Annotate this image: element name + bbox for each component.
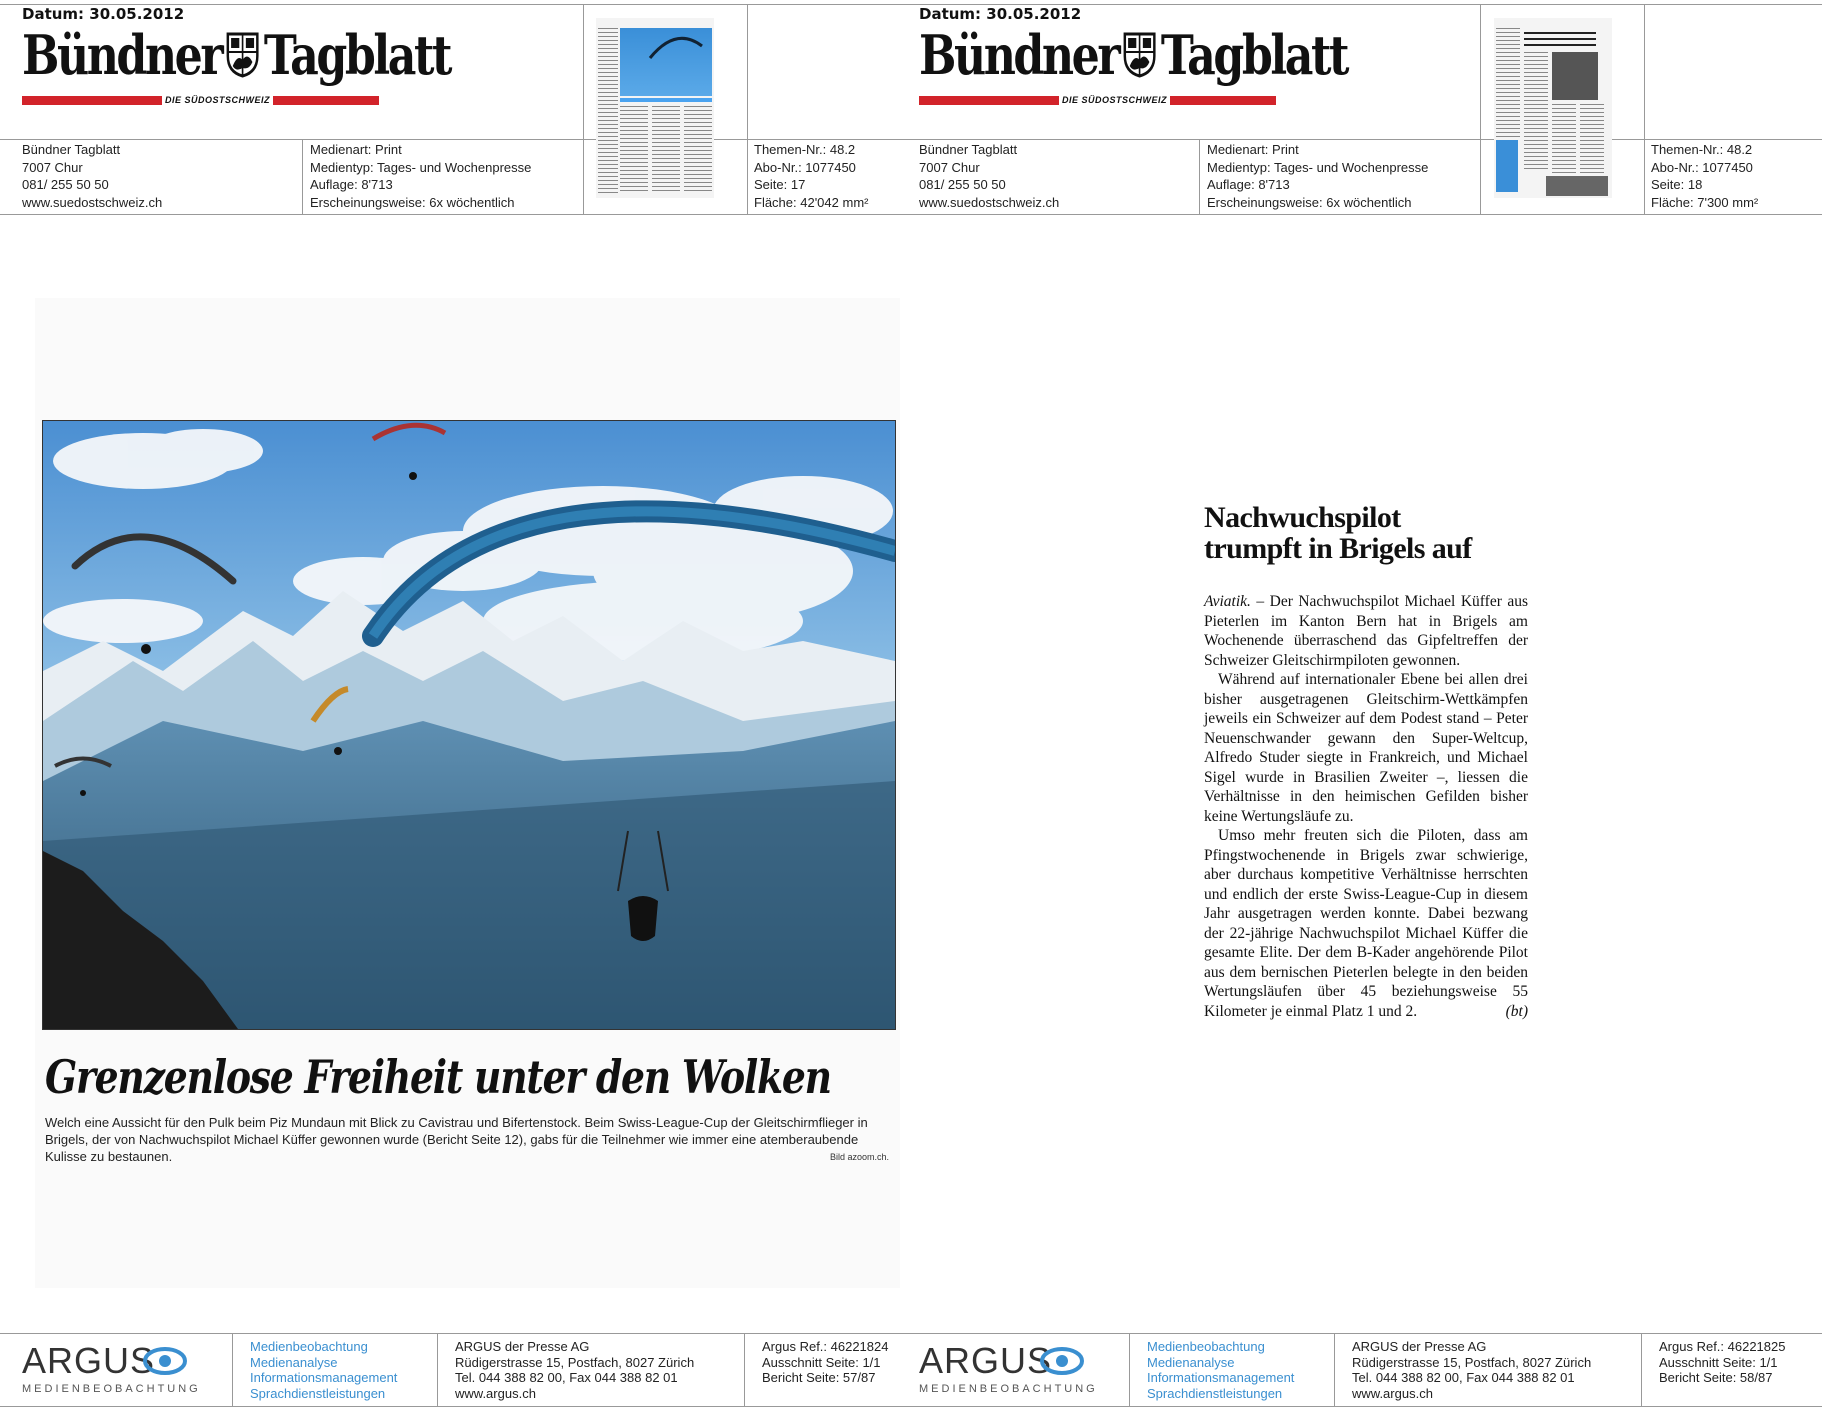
service-item: Medienanalyse <box>250 1354 338 1370</box>
topic-number: Themen-Nr.: 48.2 <box>1651 142 1753 157</box>
publisher-city: 7007 Chur <box>22 159 83 175</box>
media-type: Medienart: Print <box>310 142 402 157</box>
page-thumbnail[interactable] <box>596 18 714 198</box>
argus-ref: Argus Ref.: 46221825 <box>1659 1339 1786 1354</box>
footer-divider <box>1334 1333 1335 1406</box>
argus-address <box>1352 1339 1591 1401</box>
argus-address <box>455 1339 694 1401</box>
footer-top-rule <box>0 1333 1822 1334</box>
paragliding-photo[interactable] <box>42 420 896 1030</box>
argus-logo-text: ARGUS <box>22 1340 156 1381</box>
argus-services <box>250 1339 397 1401</box>
footer-divider <box>1641 1333 1642 1406</box>
article-kicker: Aviatik. <box>1204 593 1251 610</box>
article-paragraph <box>1204 826 1528 1021</box>
argus-logo-text: ARGUS <box>919 1340 1053 1381</box>
report-page: Bericht Seite: 57/87 <box>762 1370 876 1385</box>
publisher-info <box>22 141 162 211</box>
page-number: Seite: 17 <box>754 177 806 192</box>
publisher-phone: 081/ 255 50 50 <box>22 177 109 192</box>
subscription-number: Abo-Nr.: 1077450 <box>754 159 856 175</box>
header-divider <box>1199 139 1200 214</box>
clip-page: Ausschnitt Seite: 1/1 <box>1659 1354 1778 1370</box>
media-kind: Medientyp: Tages- und Wochenpresse <box>310 159 532 175</box>
service-item: Medienbeobachtung <box>250 1339 368 1354</box>
author-signature: (bt) <box>1505 1002 1528 1020</box>
service-item: Sprachdienstleistungen <box>1147 1385 1283 1401</box>
media-info <box>1207 141 1428 211</box>
company-name: ARGUS der Presse AG <box>1352 1339 1487 1354</box>
masthead-logo <box>919 23 1347 87</box>
media-circulation: Auflage: 8'713 <box>1207 177 1290 192</box>
masthead-right: Tagblatt <box>1160 23 1347 87</box>
footer-divider <box>1129 1333 1130 1406</box>
header-divider <box>302 139 303 214</box>
masthead-logo <box>22 23 450 87</box>
media-kind: Medientyp: Tages- und Wochenpresse <box>1207 159 1429 175</box>
clip-page: Ausschnitt Seite: 1/1 <box>762 1354 881 1370</box>
article-paragraph: Während auf internationaler Ebene bei allen drei bisher ausgetragenen Gleitschirm-Wettkämpfen jeweils ein Schweizer auf dem Podest stand – Peter Neuenschwander gewann den Super-Weltcup, Alfredo Studer siegte in Frankreich, und Michael Sigel wurde in Brasilien Zweiter –, liessen die Verhältnisse in den heimischen Gefilden bisher keine Wertungsläufe zu. <box>1204 671 1528 825</box>
footer-divider <box>437 1333 438 1406</box>
header-bottom-rule <box>0 214 1822 215</box>
argus-services <box>1147 1339 1294 1401</box>
footer-bottom-rule <box>0 1406 1822 1407</box>
footer-divider <box>232 1333 233 1406</box>
media-frequency: Erscheinungsweise: 6x wöchentlich <box>1207 194 1412 210</box>
article-paragraph <box>1204 592 1528 670</box>
argus-eye-icon <box>143 1346 187 1376</box>
paragliding-photo-image <box>43 421 895 1029</box>
article-title-line-1: Nachwuchspilot <box>1204 501 1401 534</box>
header-top-rule <box>0 4 1822 5</box>
article-paragraph-3-text: Umso mehr freuten sich die Piloten, dass am Pfingstwochenende in Brigels zwar schwierige, aber durchaus kompetitive Verhältnisse herrschten und endlich der erste Swiss-League-Cup in diesem Jahr ausgetragen werden konnte. Dabei bezwang der 22-jährige Nachwuchspilot Michael Küffer die gesamte Elite. Der dem B-Kader angehörende Pilot aus dem bernischen Pieterlen belegte in den beiden Wertungsläufen über 45 beziehungsweise 55 Kilometer je einmal Platz 1 und 2. <box>1204 827 1528 1020</box>
photo-headline: Grenzenlose Freiheit unter den Wolken <box>45 1050 831 1104</box>
header-divider <box>747 4 748 214</box>
masthead-left: Bündner <box>919 23 1119 87</box>
area: Fläche: 42'042 mm² <box>754 194 869 210</box>
page-number: Seite: 18 <box>1651 177 1703 192</box>
argus-logo[interactable] <box>22 1340 155 1382</box>
argus-refs <box>1659 1339 1785 1386</box>
page-thumbnail[interactable] <box>1494 18 1612 198</box>
argus-logo-sub: MEDIENBEOBACHTUNG <box>919 1383 1098 1395</box>
service-item: Informationsmanagement <box>250 1370 398 1385</box>
publisher-phone: 081/ 255 50 50 <box>919 177 1006 192</box>
service-item: Sprachdienstleistungen <box>250 1385 386 1401</box>
masthead-right: Tagblatt <box>263 23 450 87</box>
argus-logo[interactable] <box>919 1340 1052 1382</box>
article-title-line-2: trumpft in Brigels auf <box>1204 532 1472 565</box>
header-divider <box>583 4 584 214</box>
company-phone: Tel. 044 388 82 00, Fax 044 388 82 01 <box>1352 1370 1575 1385</box>
crest-icon <box>1123 32 1156 78</box>
photo-caption: Welch eine Aussicht für den Pulk beim Piz Mundaun mit Blick zu Cavistrau und Bifertenstock. Beim Swiss-League-Cup der Gleitschirmflieger in Brigels, der von Nachwuchspilot Michael Küffer gewonnen wurde (Bericht Seite 12), gabs für die Teilnehmer wie immer eine atemberaubende Kulisse zu bestaunen. <box>45 1115 868 1164</box>
company-url: www.argus.ch <box>455 1385 536 1401</box>
datum: Datum: 30.05.2012 <box>22 5 185 23</box>
reference-info <box>1651 141 1758 211</box>
article-title <box>1204 502 1472 564</box>
subscription-number: Abo-Nr.: 1077450 <box>1651 159 1753 175</box>
company-street: Rüdigerstrasse 15, Postfach, 8027 Zürich <box>1352 1354 1592 1370</box>
topic-number: Themen-Nr.: 48.2 <box>754 142 856 157</box>
service-item: Medienanalyse <box>1147 1354 1235 1370</box>
header-divider <box>1644 4 1645 214</box>
report-page: Bericht Seite: 58/87 <box>1659 1370 1773 1385</box>
media-frequency: Erscheinungsweise: 6x wöchentlich <box>310 194 515 210</box>
reference-info <box>754 141 868 211</box>
company-phone: Tel. 044 388 82 00, Fax 044 388 82 01 <box>455 1370 678 1385</box>
publisher-url: www.suedostschweiz.ch <box>22 194 163 210</box>
publisher-url: www.suedostschweiz.ch <box>919 194 1060 210</box>
service-item: Informationsmanagement <box>1147 1370 1295 1385</box>
publisher-info <box>919 141 1059 211</box>
company-name: ARGUS der Presse AG <box>455 1339 590 1354</box>
publisher-city: 7007 Chur <box>919 159 980 175</box>
company-url: www.argus.ch <box>1352 1385 1433 1401</box>
argus-ref: Argus Ref.: 46221824 <box>762 1339 889 1354</box>
publisher-name: Bündner Tagblatt <box>919 142 1018 157</box>
photo-credit: Bild azoom.ch. <box>830 1152 890 1162</box>
area: Fläche: 7'300 mm² <box>1651 194 1759 210</box>
publisher-name: Bündner Tagblatt <box>22 142 121 157</box>
masthead-left: Bündner <box>22 23 222 87</box>
article-body <box>1204 592 1528 1021</box>
service-item: Medienbeobachtung <box>1147 1339 1265 1354</box>
crest-icon <box>226 32 259 78</box>
argus-refs <box>762 1339 888 1386</box>
argus-eye-icon <box>1040 1346 1084 1376</box>
sub-brand: DIE SÜDOSTSCHWEIZ <box>162 95 273 105</box>
sub-brand: DIE SÜDOSTSCHWEIZ <box>1059 95 1170 105</box>
media-info <box>310 141 531 211</box>
datum: Datum: 30.05.2012 <box>919 5 1082 23</box>
company-street: Rüdigerstrasse 15, Postfach, 8027 Zürich <box>455 1354 695 1370</box>
media-circulation: Auflage: 8'713 <box>310 177 393 192</box>
footer-divider <box>744 1333 745 1406</box>
header-divider <box>1480 4 1481 214</box>
article-paragraph-1-text: – Der Nachwuchspilot Michael Küffer aus Pieterlen im Kanton Bern hat in Brigels am Wochenende überraschend das Gipfeltreffen der Schweizer Gleitschirmpiloten gewonnen. <box>1204 593 1528 669</box>
media-type: Medienart: Print <box>1207 142 1299 157</box>
argus-logo-sub: MEDIENBEOBACHTUNG <box>22 1383 201 1395</box>
